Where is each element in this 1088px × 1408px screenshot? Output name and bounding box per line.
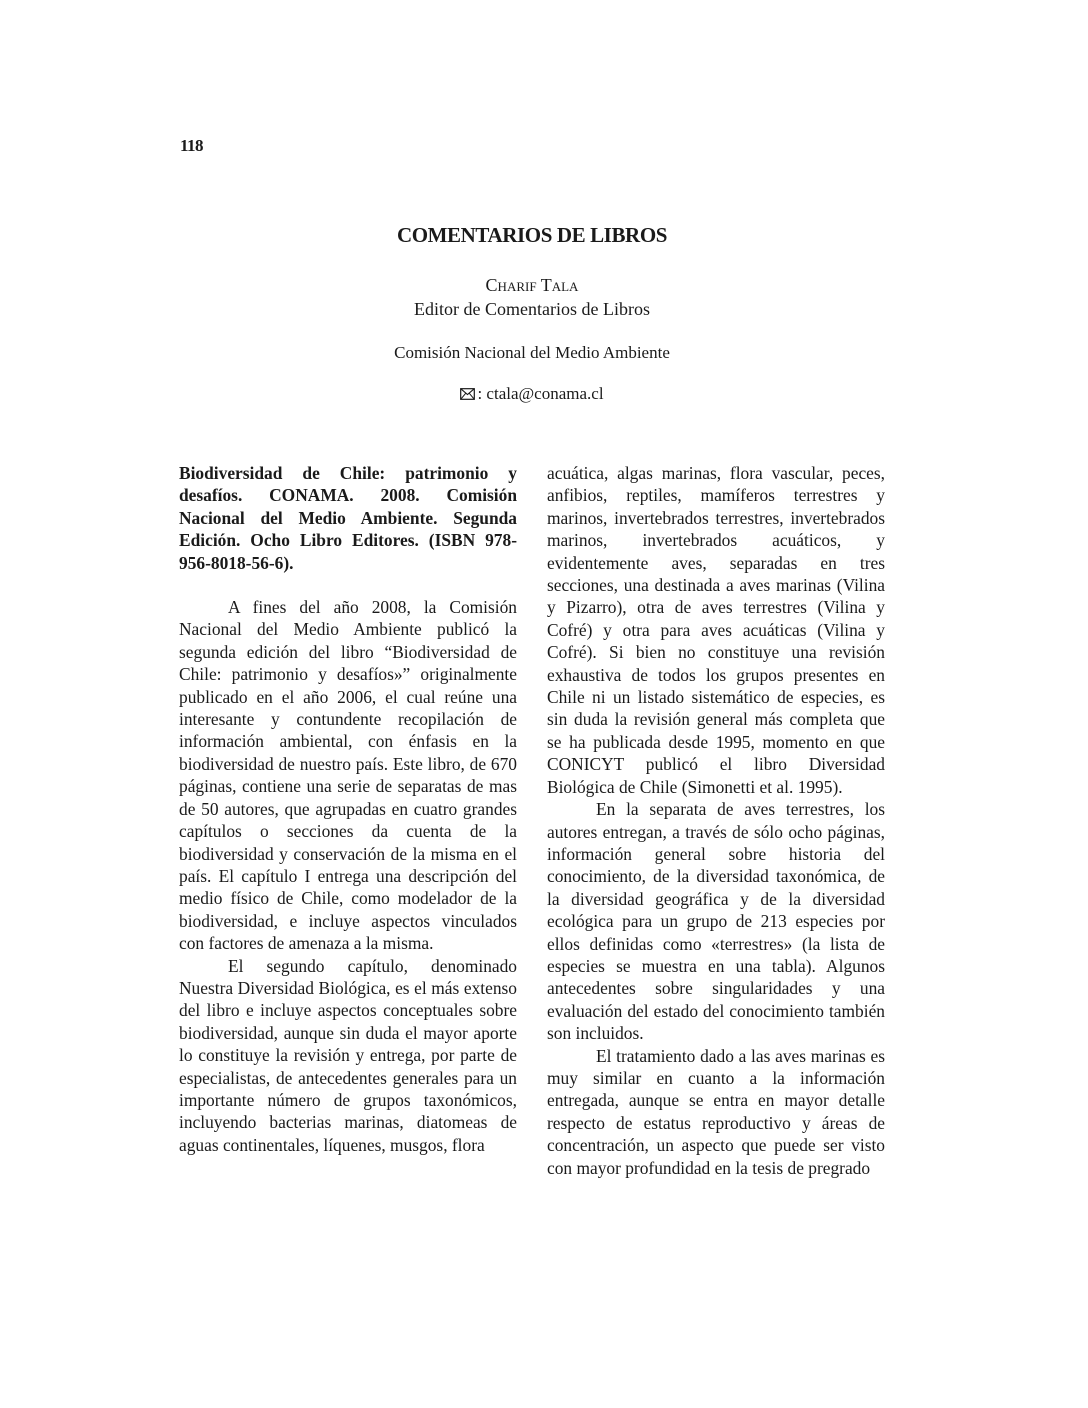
institution-name: Comisión Nacional del Medio Ambiente xyxy=(394,343,670,362)
right-column xyxy=(547,462,885,1179)
paragraph: En la separata de aves terrestres, los autores entregan, a través de sólo ocho páginas, información general sobre historia del conocimiento, de la diversidad taxonómica, de la diversidad geográfica y de la diversidad ecológica para un grupo de 213 especies por ellos definidas como «terrestres» (la lista de especies se muestra en una tabla). Algunos antecedentes sobre singularidades y una evaluación del estado del conocimiento también son incluidos. xyxy=(547,799,885,1044)
envelope-icon xyxy=(460,385,475,405)
paragraph: El segundo capítulo, denominado Nuestra Diversidad Biológica, es el más extenso del libro e incluye aspectos conceptuales sobre biodiversidad, aunque sin duda el mayor aporte lo constituye la revisión y entrega, por parte de especialistas, de antecedentes generales para un importante número de grupos taxonómicos, incluyendo bacterias marinas, diatomeas de aguas continentales, líquenes, musgos, flora xyxy=(179,955,517,1155)
paragraph-continued: acuática, algas marinas, flora vascular, peces, anfibios, reptiles, mamíferos terrestres y marinos, invertebrados terrestres, invertebrados marinos, invertebrados acuáticos, y evidentemente aves, separadas en tres secciones, una destinada a aves marinas (Vilina y Pizarro), otra de aves terrestres (Vilina y Cofré) y otra para aves acuáticas (Vilina y Cofré). Si bien no constituye una revisión exhaustiva de todos los grupos presentes en Chile ni un listado sistemático de especies, es sin duda la revisión general más completa que se ha publicada desde 1995, momento en que CONICYT publicó el libro Diversidad Biológica de Chile (Simonetti et al. 1995). xyxy=(547,463,885,797)
paragraph: A fines del año 2008, la Comisión Nacional del Medio Ambiente publicó la segunda edición del libro “Biodiversidad de Chile: patrimonio y desafíos»” originalmente publicado en el año 2006, el cual reúne una interesante y contundente recopilación de información ambiental, con énfasis en la biodiversidad de nuestro país. Este libro, de 670 páginas, contiene una serie de separatas de mas de 50 autores, que agrupadas en cuatro grandes capítulos o secciones da cuenta de la biodiversidad y conservación de la misma en el país. El capítulo I entrega una descripción del medio físico de Chile, como modelador de la biodiversidad, e incluye aspectos vinculados con factores de amenaza a la misma. xyxy=(179,597,517,954)
author-role: Editor de Comentarios de Libros xyxy=(414,299,650,319)
section-title: COMENTARIOS DE LIBROS xyxy=(396,223,668,247)
author-name: Charif Tala xyxy=(485,275,579,295)
paragraph: El tratamiento dado a las aves marinas es muy similar en cuanto a la información entregada, aunque se entra en mayor detalle respecto de estatus reproductivo y áreas de concentración, un aspecto que puede ser visto con mayor profundidad en la tesis de pregrado xyxy=(547,1045,885,1178)
left-column xyxy=(179,462,517,1156)
book-reference: Biodiversidad de Chile: patrimonio y desafíos. CONAMA. 2008. Comisión Nacional del Medio Ambiente. Segunda Edición. Ocho Libro Editores. (ISBN 978-956-8018-56-6). xyxy=(179,463,517,573)
email-address: : ctala@conama.cl xyxy=(477,384,604,403)
page-number: 118 xyxy=(180,136,204,155)
email-line xyxy=(180,384,884,405)
